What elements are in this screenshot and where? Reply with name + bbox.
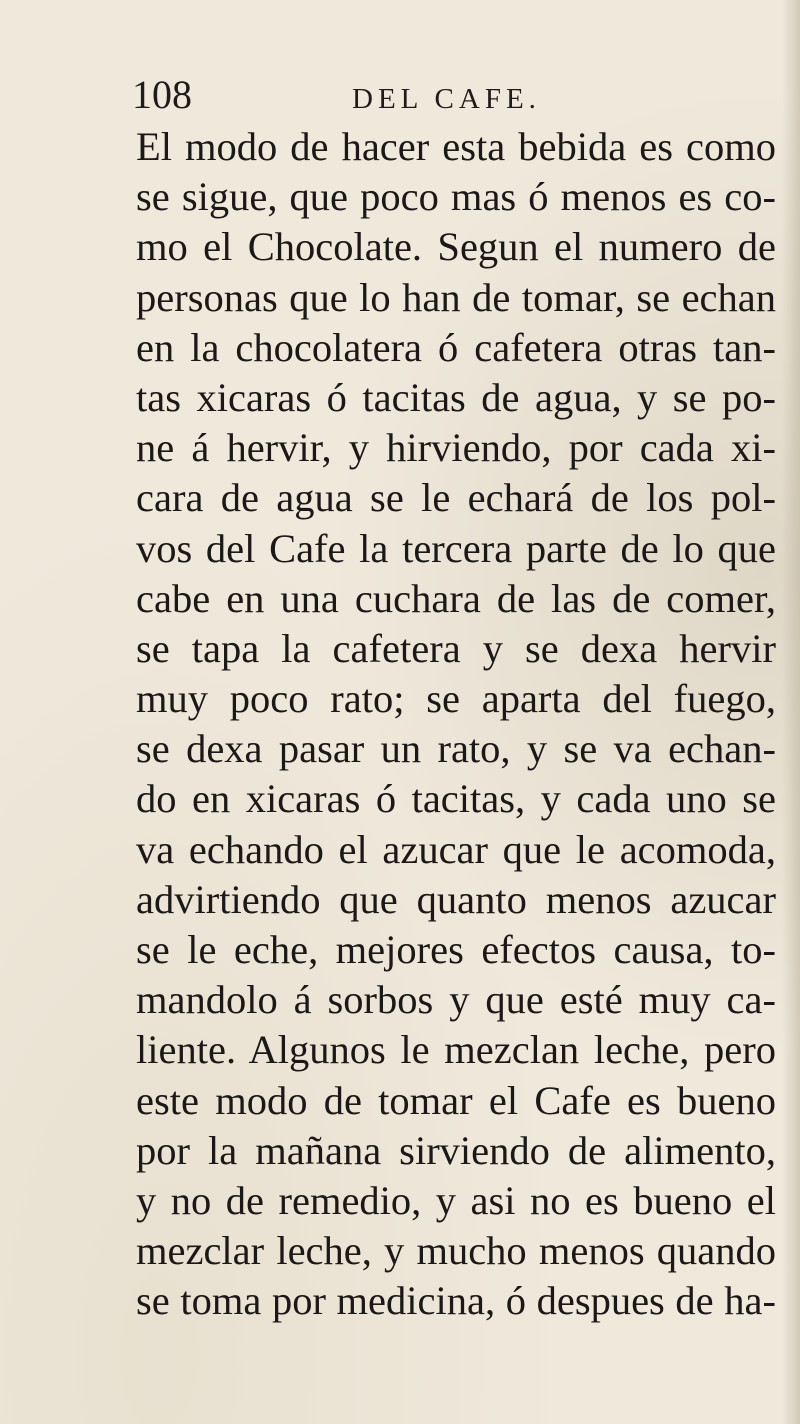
text-line: muy poco rato; se aparta del fuego,: [136, 676, 776, 722]
text-line: se tapa la cafetera y se dexa hervir: [136, 625, 776, 671]
text-line: en la chocolatera ó cafetera otras tan-: [136, 324, 776, 370]
text-line: por la mañana sirviendo de alimento,: [136, 1127, 776, 1173]
page-edge-shadow: [782, 0, 800, 1424]
text-line: cabe en una cuchara de las de comer,: [136, 575, 776, 621]
running-head-title: DEL CAFE.: [352, 83, 541, 115]
text-line: mandolo á sorbos y que esté muy ca-: [136, 977, 776, 1023]
text-line: mo el Chocolate. Segun el numero de: [136, 224, 776, 270]
text-line: se dexa pasar un rato, y se va echan-: [136, 726, 776, 772]
body-text: [136, 122, 776, 1327]
page-number: 108: [132, 72, 192, 117]
text-line: se sigue, que poco mas ó menos es co-: [136, 174, 776, 220]
text-line: este modo de tomar el Cafe es bueno: [136, 1077, 776, 1123]
text-line: cara de agua se le echará de los pol-: [136, 475, 776, 521]
text-line: tas xicaras ó tacitas de agua, y se po-: [136, 374, 776, 420]
text-line: mezclar leche, y mucho menos quando: [136, 1228, 776, 1274]
running-head: [0, 70, 800, 120]
text-line: y no de remedio, y asi no es bueno el: [136, 1177, 776, 1223]
text-line: do en xicaras ó tacitas, y cada uno se: [136, 776, 776, 822]
text-line: va echando el azucar que le acomoda,: [136, 826, 776, 872]
text-line: se toma por medicina, ó despues de ha-: [136, 1278, 776, 1324]
text-line: liente. Algunos le mezclan leche, pero: [136, 1027, 776, 1073]
text-line: se le eche, mejores efectos causa, to-: [136, 927, 776, 972]
text-line: advirtiendo que quanto menos azucar: [136, 876, 776, 922]
text-line: personas que lo han de tomar, se echan: [136, 274, 776, 320]
text-line: ne á hervir, y hirviendo, por cada xi-: [136, 425, 776, 471]
text-line: El modo de hacer esta bebida es como: [136, 124, 776, 169]
text-line: vos del Cafe la tercera parte de lo que: [136, 525, 776, 571]
